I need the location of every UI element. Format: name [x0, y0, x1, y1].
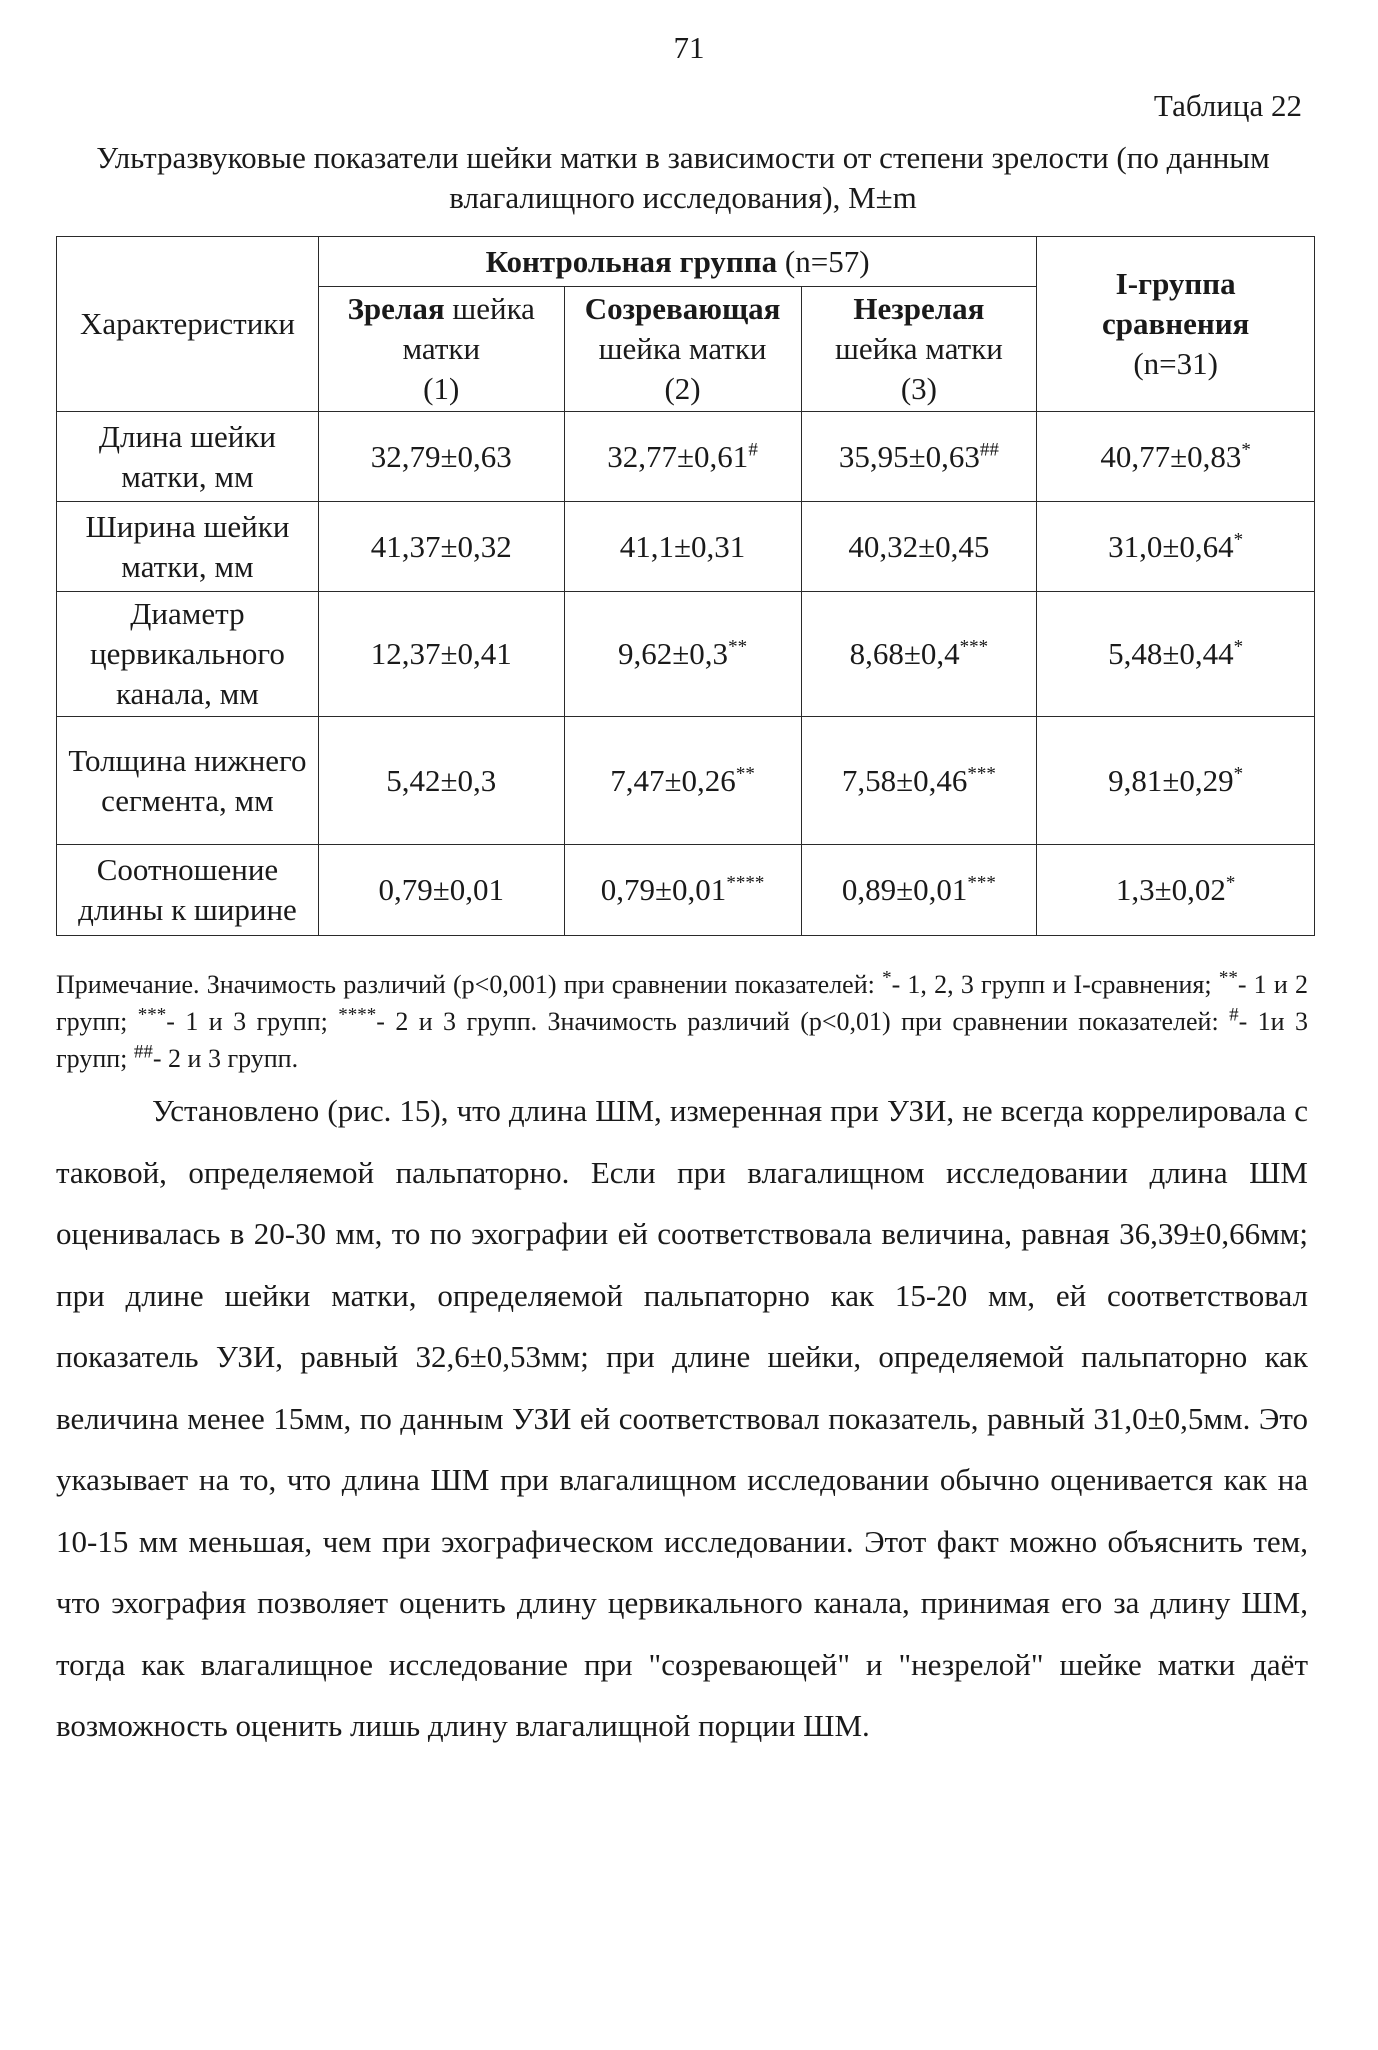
ripening-title: Созревающая	[584, 291, 781, 326]
value-cell: 35,95±0,63##	[801, 412, 1037, 502]
table-note: Примечание. Значимость различий (p<0,001) при сравнении показателей: *- 1, 2, 3 групп и I-сравнения; **- 1 и 2 групп; ***- 1 и 3 групп; ****- 2 и 3 групп. Значимость различий (p<0,01) при сравнении показателей: #- 1и 3 групп; ##- 2 и 3 групп.	[56, 967, 1308, 1073]
value-cell: 40,32±0,45	[801, 502, 1037, 592]
value-cell: 8,68±0,4***	[801, 592, 1037, 717]
body-paragraph: Установлено (рис. 15), что длина ШМ, измеренная при УЗИ, не всегда коррелировала с таковой, определяемой пальпаторно. Если при влагалищном исследовании длина ШМ оценивалась в 20-30 мм, то по эхографии ей соответствовала величина, равная 36,39±0,66мм; при длине шейки матки, определяемой пальпаторно как 15-20 мм, ей соответствовал показатель УЗИ, равный 32,6±0,53мм; при длине шейки, определяемой пальпаторно как величина менее 15мм, по данным УЗИ ей соответствовал показатель, равный 31,0±0,5мм. Это указывает на то, что длина ШМ при влагалищном исследовании обычно оценивается как на 10-15 мм меньшая, чем при эхографическом исследовании. Этот факт можно объяснить тем, что эхография позволяет оценить длину цервикального канала, принимая его за длину ШМ, тогда как влагалищное исследование при "созревающей" и "незрелой" шейке матки даёт возможность оценить лишь длину влагалищной порции ШМ.	[56, 1093, 1308, 1743]
table-row	[57, 717, 1315, 845]
comparison-n: (n=31)	[1133, 346, 1218, 381]
table-caption: Ультразвуковые показатели шейки матки в зависимости от степени зрелости (по данным влагалищного исследования), M±m	[96, 140, 1270, 215]
header-characteristics: Характеристики	[57, 237, 319, 412]
header-ripening	[564, 287, 801, 412]
value-cell: 32,77±0,61#	[564, 412, 801, 502]
mature-num: (1)	[423, 371, 460, 406]
value-cell: 32,79±0,63	[318, 412, 564, 502]
mature-rest: шейка матки	[402, 291, 535, 366]
ripening-rest: шейка матки	[598, 331, 767, 366]
value-cell: 9,81±0,29*	[1037, 717, 1315, 845]
header-control-group	[318, 237, 1036, 287]
page-number: 71	[673, 30, 705, 65]
row-label: Ширина шейки матки, мм	[57, 502, 319, 592]
value-cell: 41,1±0,31	[564, 502, 801, 592]
row-label: Толщина нижнего сегмента, мм	[57, 717, 319, 845]
header-immature	[801, 287, 1037, 412]
value-cell: 7,47±0,26**	[564, 717, 801, 845]
row-label: Длина шейки матки, мм	[57, 412, 319, 502]
table-row	[57, 592, 1315, 717]
value-cell: 9,62±0,3**	[564, 592, 801, 717]
value-cell: 41,37±0,32	[318, 502, 564, 592]
row-label: Соотношение длины к ширине	[57, 845, 319, 936]
header-mature	[318, 287, 564, 412]
control-group-title: Контрольная группа	[485, 243, 778, 279]
control-group-n: (n=57)	[784, 243, 870, 279]
value-cell: 0,79±0,01****	[564, 845, 801, 936]
value-cell: 5,48±0,44*	[1037, 592, 1315, 717]
mature-title: Зрелая	[347, 291, 445, 326]
immature-num: (3)	[900, 371, 937, 406]
value-cell: 7,58±0,46***	[801, 717, 1037, 845]
comparison-title-line1: I-группа	[1115, 266, 1236, 301]
value-cell: 12,37±0,41	[318, 592, 564, 717]
data-table	[56, 236, 1315, 936]
table-row	[57, 845, 1315, 936]
value-cell: 0,89±0,01***	[801, 845, 1037, 936]
ripening-num: (2)	[664, 371, 701, 406]
table-row	[57, 412, 1315, 502]
comparison-title-line2: сравнения	[1101, 306, 1250, 341]
table-label: Таблица 22	[1153, 88, 1302, 123]
immature-title: Незрелая	[853, 291, 985, 326]
value-cell: 1,3±0,02*	[1037, 845, 1315, 936]
table-row	[57, 502, 1315, 592]
row-label: Диаметр цервикального канала, мм	[57, 592, 319, 717]
value-cell: 31,0±0,64*	[1037, 502, 1315, 592]
immature-rest: шейка матки	[834, 331, 1003, 366]
value-cell: 5,42±0,3	[318, 717, 564, 845]
value-cell: 0,79±0,01	[318, 845, 564, 936]
header-comparison-group	[1037, 237, 1315, 412]
value-cell: 40,77±0,83*	[1037, 412, 1315, 502]
